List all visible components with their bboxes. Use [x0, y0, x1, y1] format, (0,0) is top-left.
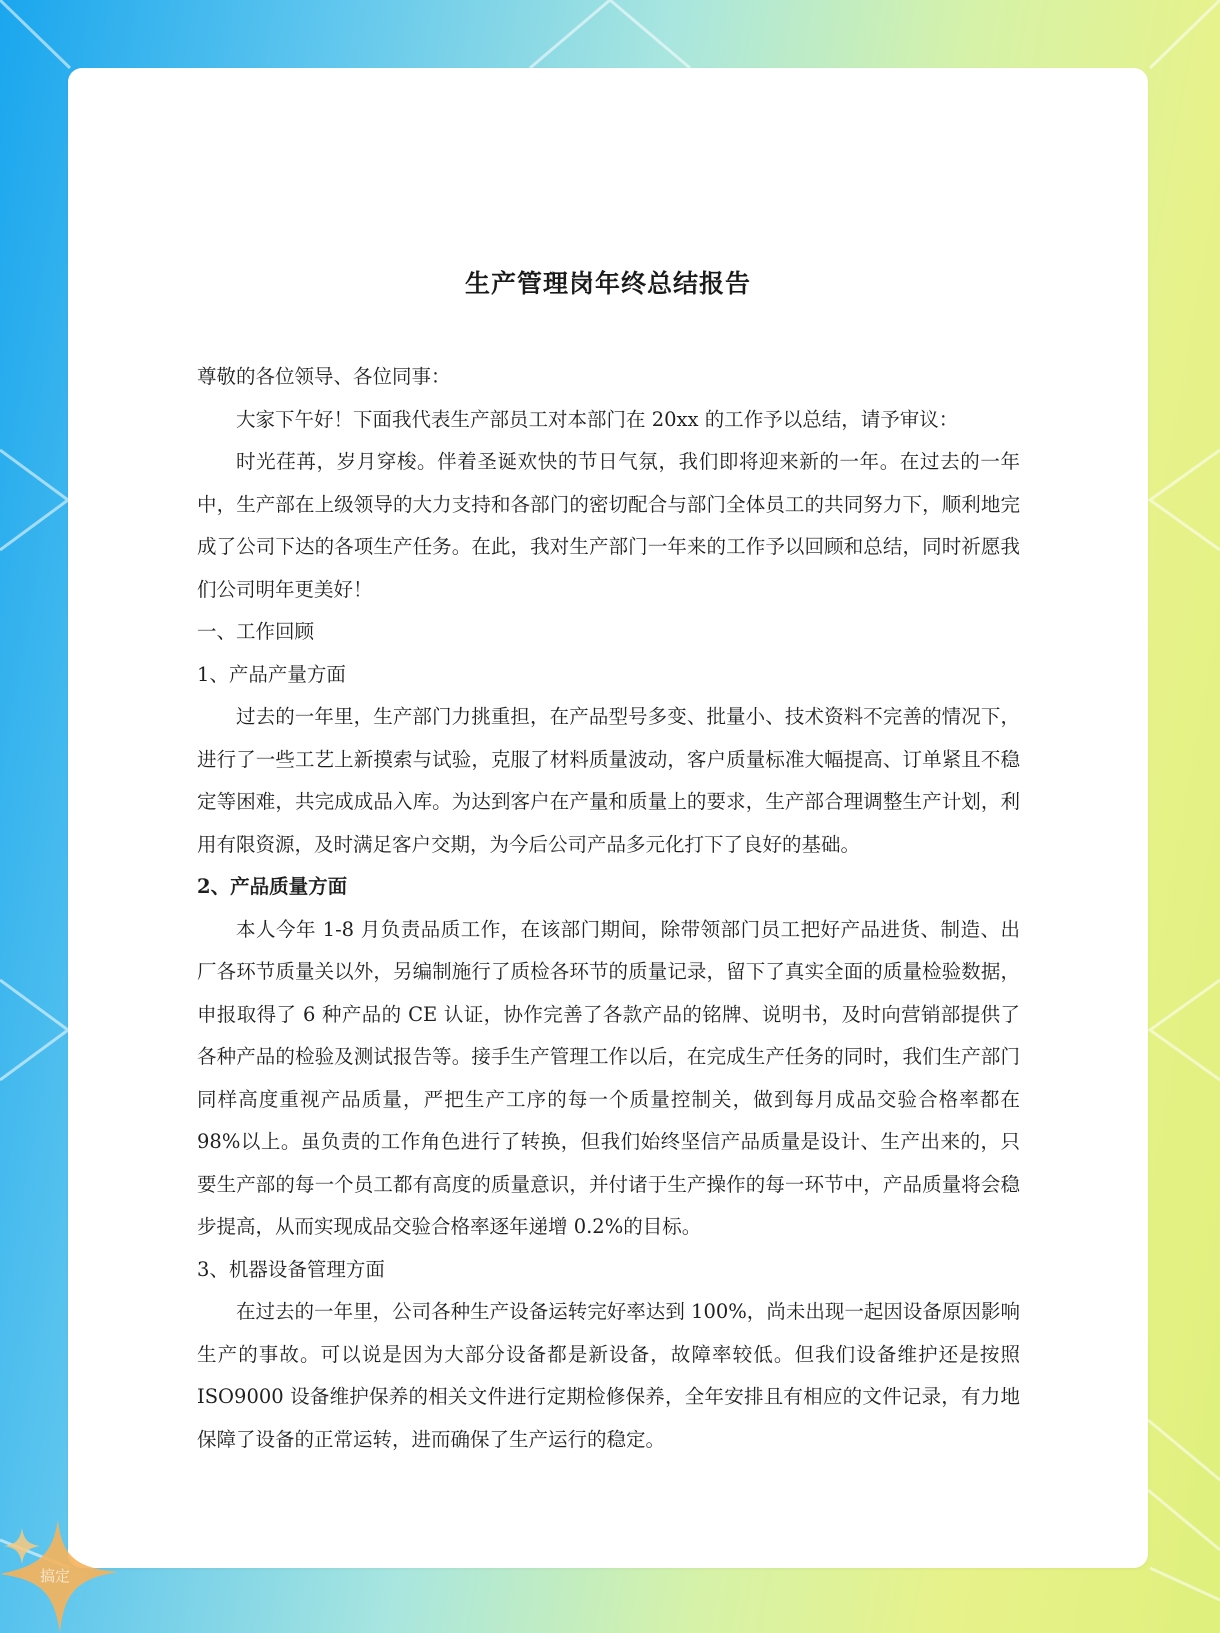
section-heading-work-review: 一、工作回顾: [197, 620, 315, 643]
equipment-paragraph: 在过去的一年里，公司各种生产设备运转完好率达到 100%，尚未出现一起因设备原因影响生产的事故。可以说是因为大部分设备都是新设备，故障率较低。但我们设备维护还是按照 ISO9000 设备维护保养的相关文件进行定期检修保养，全年安排且有相应的文件记录，有力地保障了设备的正常运转，进而确保了生产运行的稳定。: [197, 1300, 1020, 1451]
greeting-paragraph: 大家下午好！下面我代表生产部员工对本部门在 20xx 的工作予以总结，请予审议：: [236, 407, 959, 431]
subheading-quality: 2、产品质量方面: [197, 875, 348, 898]
salutation: 尊敬的各位领导、各位同事：: [197, 365, 451, 388]
subheading-equipment: 3、机器设备管理方面: [197, 1257, 385, 1281]
document-page: [68, 68, 1148, 1568]
document-title: 生产管理岗年终总结报告: [464, 269, 751, 298]
quality-paragraph: 本人今年 1-8 月负责品质工作，在该部门期间，除带领部门员工把好产品进货、制造、出厂各环节质量关以外，另编制施行了质检各环节的质量记录，留下了真实全面的质量检验数据，申报取得了 6 种产品的 CE 认证，协作完善了各款产品的铭牌、说明书，及时向营销部提供了各种产品的检验及测试报告等。接手生产管理工作以后，在完成生产任务的同时，我们生产部门同样高度重视产品质量，严把生产工序的每一个质量控制关，做到每月成品交验合格率都在 98%以上。虽负责的工作角色进行了转换，但我们始终坚信产品质量是设计、生产出来的，只要生产部的每一个员工都有高度的质量意识，并付诸于生产操作的每一环节中，产品质量将会稳步提高，从而实现成品交验合格率逐年递增 0.2%的目标。: [197, 917, 1020, 1238]
output-paragraph: 过去的一年里，生产部门力挑重担，在产品型号多变、批量小、技术资料不完善的情况下，进行了一些工艺上新摸索与试验，克服了材料质量波动，客户质量标准大幅提高、订单紧且不稳定等困难，共完成成品入库。为达到客户在产量和质量上的要求，生产部合理调整生产计划，利用有限资源，及时满足客户交期，为今后公司产品多元化打下了良好的基础。: [197, 705, 1020, 856]
watermark: 搞定: [40, 1567, 71, 1585]
subheading-output: 1、产品产量方面: [197, 662, 346, 686]
intro-paragraph: 时光荏苒，岁月穿梭。伴着圣诞欢快的节日气氛，我们即将迎来新的一年。在过去的一年中，生产部在上级领导的大力支持和各部门的密切配合与部门全体员工的共同努力下，顺利地完成了公司下达的各项生产任务。在此，我对生产部门一年来的工作予以回顾和总结，同时祈愿我们公司明年更美好！: [197, 450, 1020, 601]
document-body: [197, 356, 1020, 1461]
